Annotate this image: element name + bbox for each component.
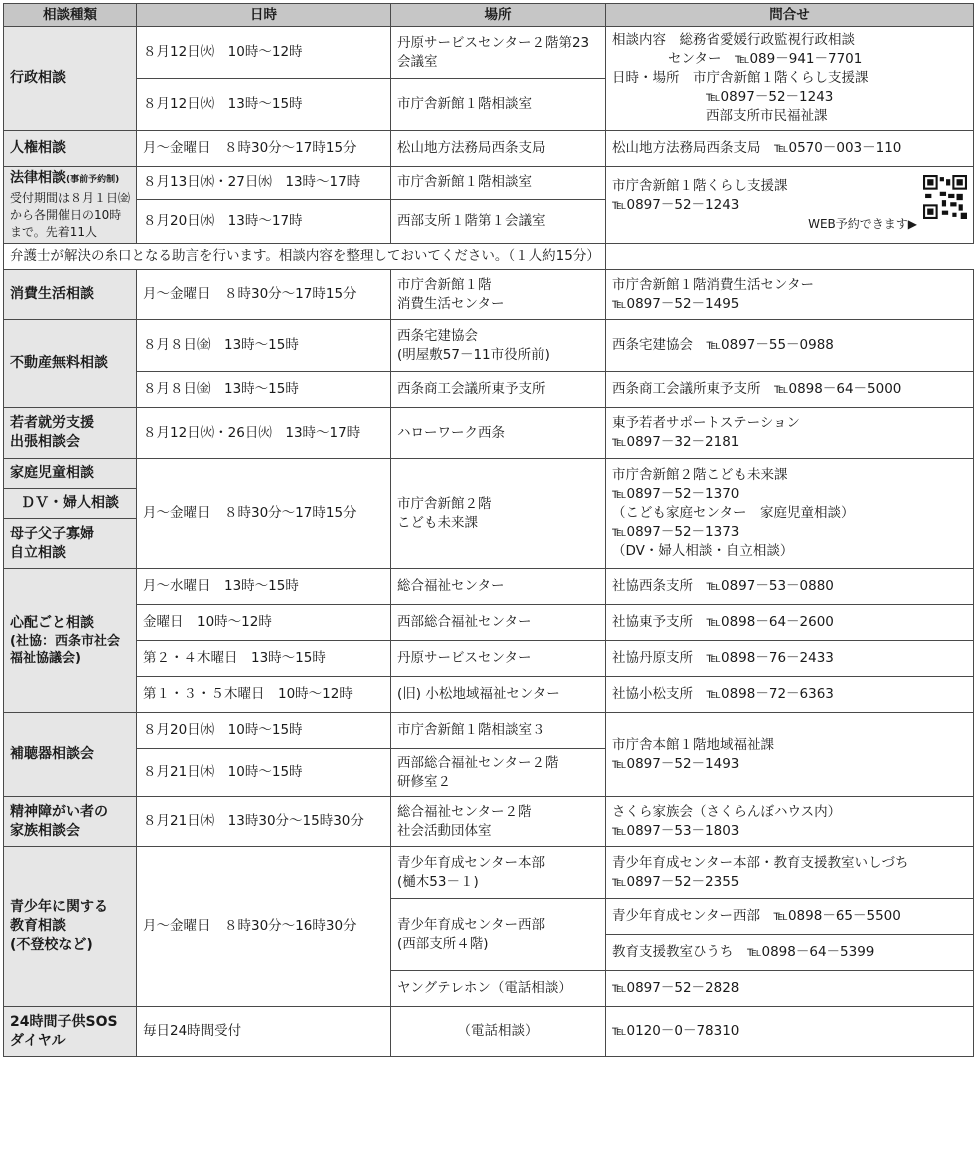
datetime-cell: ８月21日㈭ 10時～15時 xyxy=(137,749,391,797)
place-cell: 西部支所１階第１会議室 xyxy=(391,199,606,243)
category-cell xyxy=(4,847,137,1007)
contact-cell xyxy=(606,167,974,244)
place-cell xyxy=(391,899,606,971)
category-line: 心配ごと相談 xyxy=(10,615,94,631)
table-row xyxy=(4,320,974,372)
header-datetime: 日時 xyxy=(137,4,391,27)
table-row xyxy=(4,569,974,605)
category-title: 法律相談 xyxy=(10,170,66,186)
datetime-cell: 毎日24時間受付 xyxy=(137,1007,391,1057)
place-cell: （電話相談） xyxy=(391,1007,606,1057)
header-row xyxy=(4,4,974,27)
category-line: ダイヤル xyxy=(10,1032,66,1049)
place-line: 研修室２ xyxy=(397,773,451,790)
contact-cell: 社協東予支所 ℡0898－64－2600 xyxy=(606,605,974,641)
web-reservation-link[interactable]: WEB予約できます▶ xyxy=(808,216,917,231)
datetime-cell: 第１・３・５木曜日 10時～12時 xyxy=(137,677,391,713)
consultation-table xyxy=(3,3,974,1057)
table-row xyxy=(4,167,974,200)
place-line: 市庁舎新館１階 xyxy=(397,276,492,293)
contact-cell: 社協西条支所 ℡0897－53－0880 xyxy=(606,569,974,605)
place-cell: 総合福祉センター xyxy=(391,569,606,605)
contact-line: センター ℡089－941－7701 xyxy=(668,51,863,67)
contact-line: ℡0897－52－1243 xyxy=(612,196,740,213)
place-line: 青少年育成センター西部 xyxy=(397,916,545,933)
contact-cell: 社協小松支所 ℡0898－72－6363 xyxy=(606,677,974,713)
contact-line: ℡0897－52－1370 xyxy=(612,486,740,502)
contact-cell: ℡0897－52－2828 xyxy=(606,971,974,1007)
place-line: 総合福祉センター２階 xyxy=(397,803,532,820)
contact-cell: 西条商工会議所東予支所 ℡0898－64－5000 xyxy=(606,372,974,408)
category-cell xyxy=(4,519,137,569)
place-line: 西条宅建協会 xyxy=(397,327,478,344)
table-row xyxy=(4,270,974,320)
category-line: (不登校など) xyxy=(10,937,93,953)
datetime-cell: ８月８日㈮ 13時～15時 xyxy=(137,372,391,408)
place-cell: 市庁舎新館１階相談室 xyxy=(391,167,606,200)
place-cell: ハローワーク西条 xyxy=(391,408,606,459)
contact-cell: 教育支援教室ひうち ℡0898－64－5399 xyxy=(606,935,974,971)
contact-cell xyxy=(606,459,974,569)
contact-line: （DV・婦人相談・自立相談） xyxy=(612,543,794,559)
place-line: (樋木53－１) xyxy=(397,873,479,890)
datetime-cell: 金曜日 10時～12時 xyxy=(137,605,391,641)
datetime-cell: ８月12日㈫ 13時～15時 xyxy=(137,79,391,131)
category-line: 精神障がい者の xyxy=(10,803,108,820)
datetime-cell: 月～金曜日 ８時30分～17時15分 xyxy=(137,459,391,569)
contact-line: 市庁舎新館２階こども未来課 xyxy=(612,467,788,483)
contact-cell xyxy=(606,270,974,320)
place-cell xyxy=(391,797,606,847)
place-cell: 西条商工会議所東予支所 xyxy=(391,372,606,408)
place-cell: 市庁舎新館１階相談室３ xyxy=(391,713,606,749)
contact-line: ℡0897－32－2181 xyxy=(612,434,740,450)
contact-line: ℡0897－52－1373 xyxy=(612,524,740,540)
category-line: 家族相談会 xyxy=(10,822,80,839)
contact-line: 市庁舎新館１階消費生活センター xyxy=(612,276,814,293)
header-contact: 問合せ xyxy=(606,4,974,27)
datetime-cell: ８月20日㈬ 13時～17時 xyxy=(137,199,391,243)
table-row xyxy=(4,372,974,408)
table-row xyxy=(4,131,974,167)
place-line: 市庁舎新館２階 xyxy=(397,495,492,512)
place-cell xyxy=(391,847,606,899)
contact-cell: 社協丹原支所 ℡0898－76－2433 xyxy=(606,641,974,677)
contact-line: ℡0897－52－1243 xyxy=(706,89,834,105)
category-cell: ＤＶ・婦人相談 xyxy=(4,489,137,519)
datetime-cell: 月～金曜日 ８時30分～16時30分 xyxy=(137,847,391,1007)
contact-cell xyxy=(606,847,974,899)
contact-line: 東予若者サポートステーション xyxy=(612,415,801,431)
datetime-cell: ８月20日㈬ 10時～15時 xyxy=(137,713,391,749)
place-cell: 丹原サービスセンター xyxy=(391,641,606,677)
datetime-cell: 月～金曜日 ８時30分～17時15分 xyxy=(137,131,391,167)
datetime-cell: ８月８日㈮ 13時～15時 xyxy=(137,320,391,372)
contact-line: さくら家族会（さくらんぼハウス内） xyxy=(612,803,842,820)
contact-line: ℡0897－52－1495 xyxy=(612,295,740,312)
place-cell: (旧) 小松地域福祉センター xyxy=(391,677,606,713)
place-cell xyxy=(391,749,606,797)
table-row xyxy=(4,847,974,899)
category-cell: 消費生活相談 xyxy=(4,270,137,320)
contact-cell xyxy=(606,27,974,131)
place-line: 西部総合福祉センター２階 xyxy=(397,754,559,771)
contact-line: 日時・場所 市庁舎新館１階くらし支援課 xyxy=(612,70,869,86)
datetime-cell: 第２・４木曜日 13時～15時 xyxy=(137,641,391,677)
table-row xyxy=(4,408,974,459)
place-cell xyxy=(391,270,606,320)
category-line: 自立相談 xyxy=(10,544,66,561)
contact-line: 青少年育成センター本部・教育支援教室いしづち xyxy=(612,854,909,871)
category-suffix: (事前予約制) xyxy=(66,175,120,185)
category-line: 若者就労支援 xyxy=(10,415,94,431)
place-line: 社会活動団体室 xyxy=(397,822,492,839)
legal-note: 弁護士が解決の糸口となる助言を行います。相談内容を整理しておいてください。（１人約15分） xyxy=(4,244,606,270)
category-line: 教育相談 xyxy=(10,918,66,934)
category-cell: 行政相談 xyxy=(4,27,137,131)
place-cell: 市庁舎新館１階相談室 xyxy=(391,79,606,131)
place-cell xyxy=(391,320,606,372)
contact-line: ℡0897－52－1493 xyxy=(612,755,740,772)
place-cell: 西部総合福祉センター xyxy=(391,605,606,641)
place-cell: ヤングテレホン（電話相談） xyxy=(391,971,606,1007)
category-cell: 人権相談 xyxy=(4,131,137,167)
table-row xyxy=(4,713,974,749)
category-cell xyxy=(4,569,137,713)
category-cell xyxy=(4,167,137,244)
contact-cell: 松山地方法務局西条支局 ℡0570－003－110 xyxy=(606,131,974,167)
qr-code-icon[interactable] xyxy=(923,175,967,219)
contact-line: （こども家庭センター 家庭児童相談） xyxy=(612,505,855,521)
header-category: 相談種類 xyxy=(4,4,137,27)
category-cell xyxy=(4,408,137,459)
table-row xyxy=(4,677,974,713)
place-line: (明屋敷57－11市役所前) xyxy=(397,346,550,363)
category-cell xyxy=(4,797,137,847)
category-line: 母子父子寡婦 xyxy=(10,525,94,542)
contact-cell xyxy=(606,797,974,847)
datetime-cell: 月～金曜日 ８時30分～17時15分 xyxy=(137,270,391,320)
contact-line: ℡0897－53－1803 xyxy=(612,822,740,839)
table-row xyxy=(4,605,974,641)
category-note: (社協：西条市社会福祉協議会) xyxy=(10,634,120,666)
datetime-cell: ８月21日㈭ 13時30分～15時30分 xyxy=(137,797,391,847)
place-cell: 松山地方法務局西条支局 xyxy=(391,131,606,167)
category-line: 出張相談会 xyxy=(10,434,80,450)
contact-cell: 西条宅建協会 ℡0897－55－0988 xyxy=(606,320,974,372)
place-line: こども未来課 xyxy=(397,514,478,531)
place-line: 消費生活センター xyxy=(397,295,505,312)
contact-line: 市庁舎本館１階地域福祉課 xyxy=(612,736,774,753)
contact-line: 相談内容 総務省愛媛行政監視行政相談 xyxy=(612,32,855,48)
contact-cell xyxy=(606,713,974,797)
datetime-cell: ８月12日㈫ 10時～12時 xyxy=(137,27,391,79)
contact-cell: 青少年育成センター西部 ℡0898－65－5500 xyxy=(606,899,974,935)
datetime-cell: ８月12日㈫・26日㈫ 13時～17時 xyxy=(137,408,391,459)
contact-line: ℡0897－52－2355 xyxy=(612,873,740,890)
place-cell: 丹原サービスセンター２階第23会議室 xyxy=(391,27,606,79)
datetime-cell: 月～水曜日 13時～15時 xyxy=(137,569,391,605)
category-cell xyxy=(4,1007,137,1057)
table-row xyxy=(4,244,974,270)
contact-cell: ℡0120－0－78310 xyxy=(606,1007,974,1057)
contact-line: 西部支所市民福祉課 xyxy=(706,108,828,124)
table-row xyxy=(4,641,974,677)
place-cell xyxy=(391,459,606,569)
contact-cell xyxy=(606,408,974,459)
category-cell: 不動産無料相談 xyxy=(4,320,137,408)
category-line: 青少年に関する xyxy=(10,899,108,915)
place-line: (西部支所４階) xyxy=(397,935,489,952)
place-line: 青少年育成センター本部 xyxy=(397,854,545,871)
category-cell: 家庭児童相談 xyxy=(4,459,137,489)
table-row xyxy=(4,27,974,79)
datetime-cell: ８月13日㈬・27日㈬ 13時～17時 xyxy=(137,167,391,200)
contact-line: 市庁舎新館１階くらし支援課 xyxy=(612,177,788,194)
category-cell: 補聴器相談会 xyxy=(4,713,137,797)
table-row xyxy=(4,459,974,489)
header-place: 場所 xyxy=(391,4,606,27)
category-line: 24時間子供SOS xyxy=(10,1013,118,1030)
table-row xyxy=(4,797,974,847)
table-row xyxy=(4,1007,974,1057)
category-note: 受付期間は８月１日㈮から各開催日の10時まで。先着11人 xyxy=(10,191,131,239)
